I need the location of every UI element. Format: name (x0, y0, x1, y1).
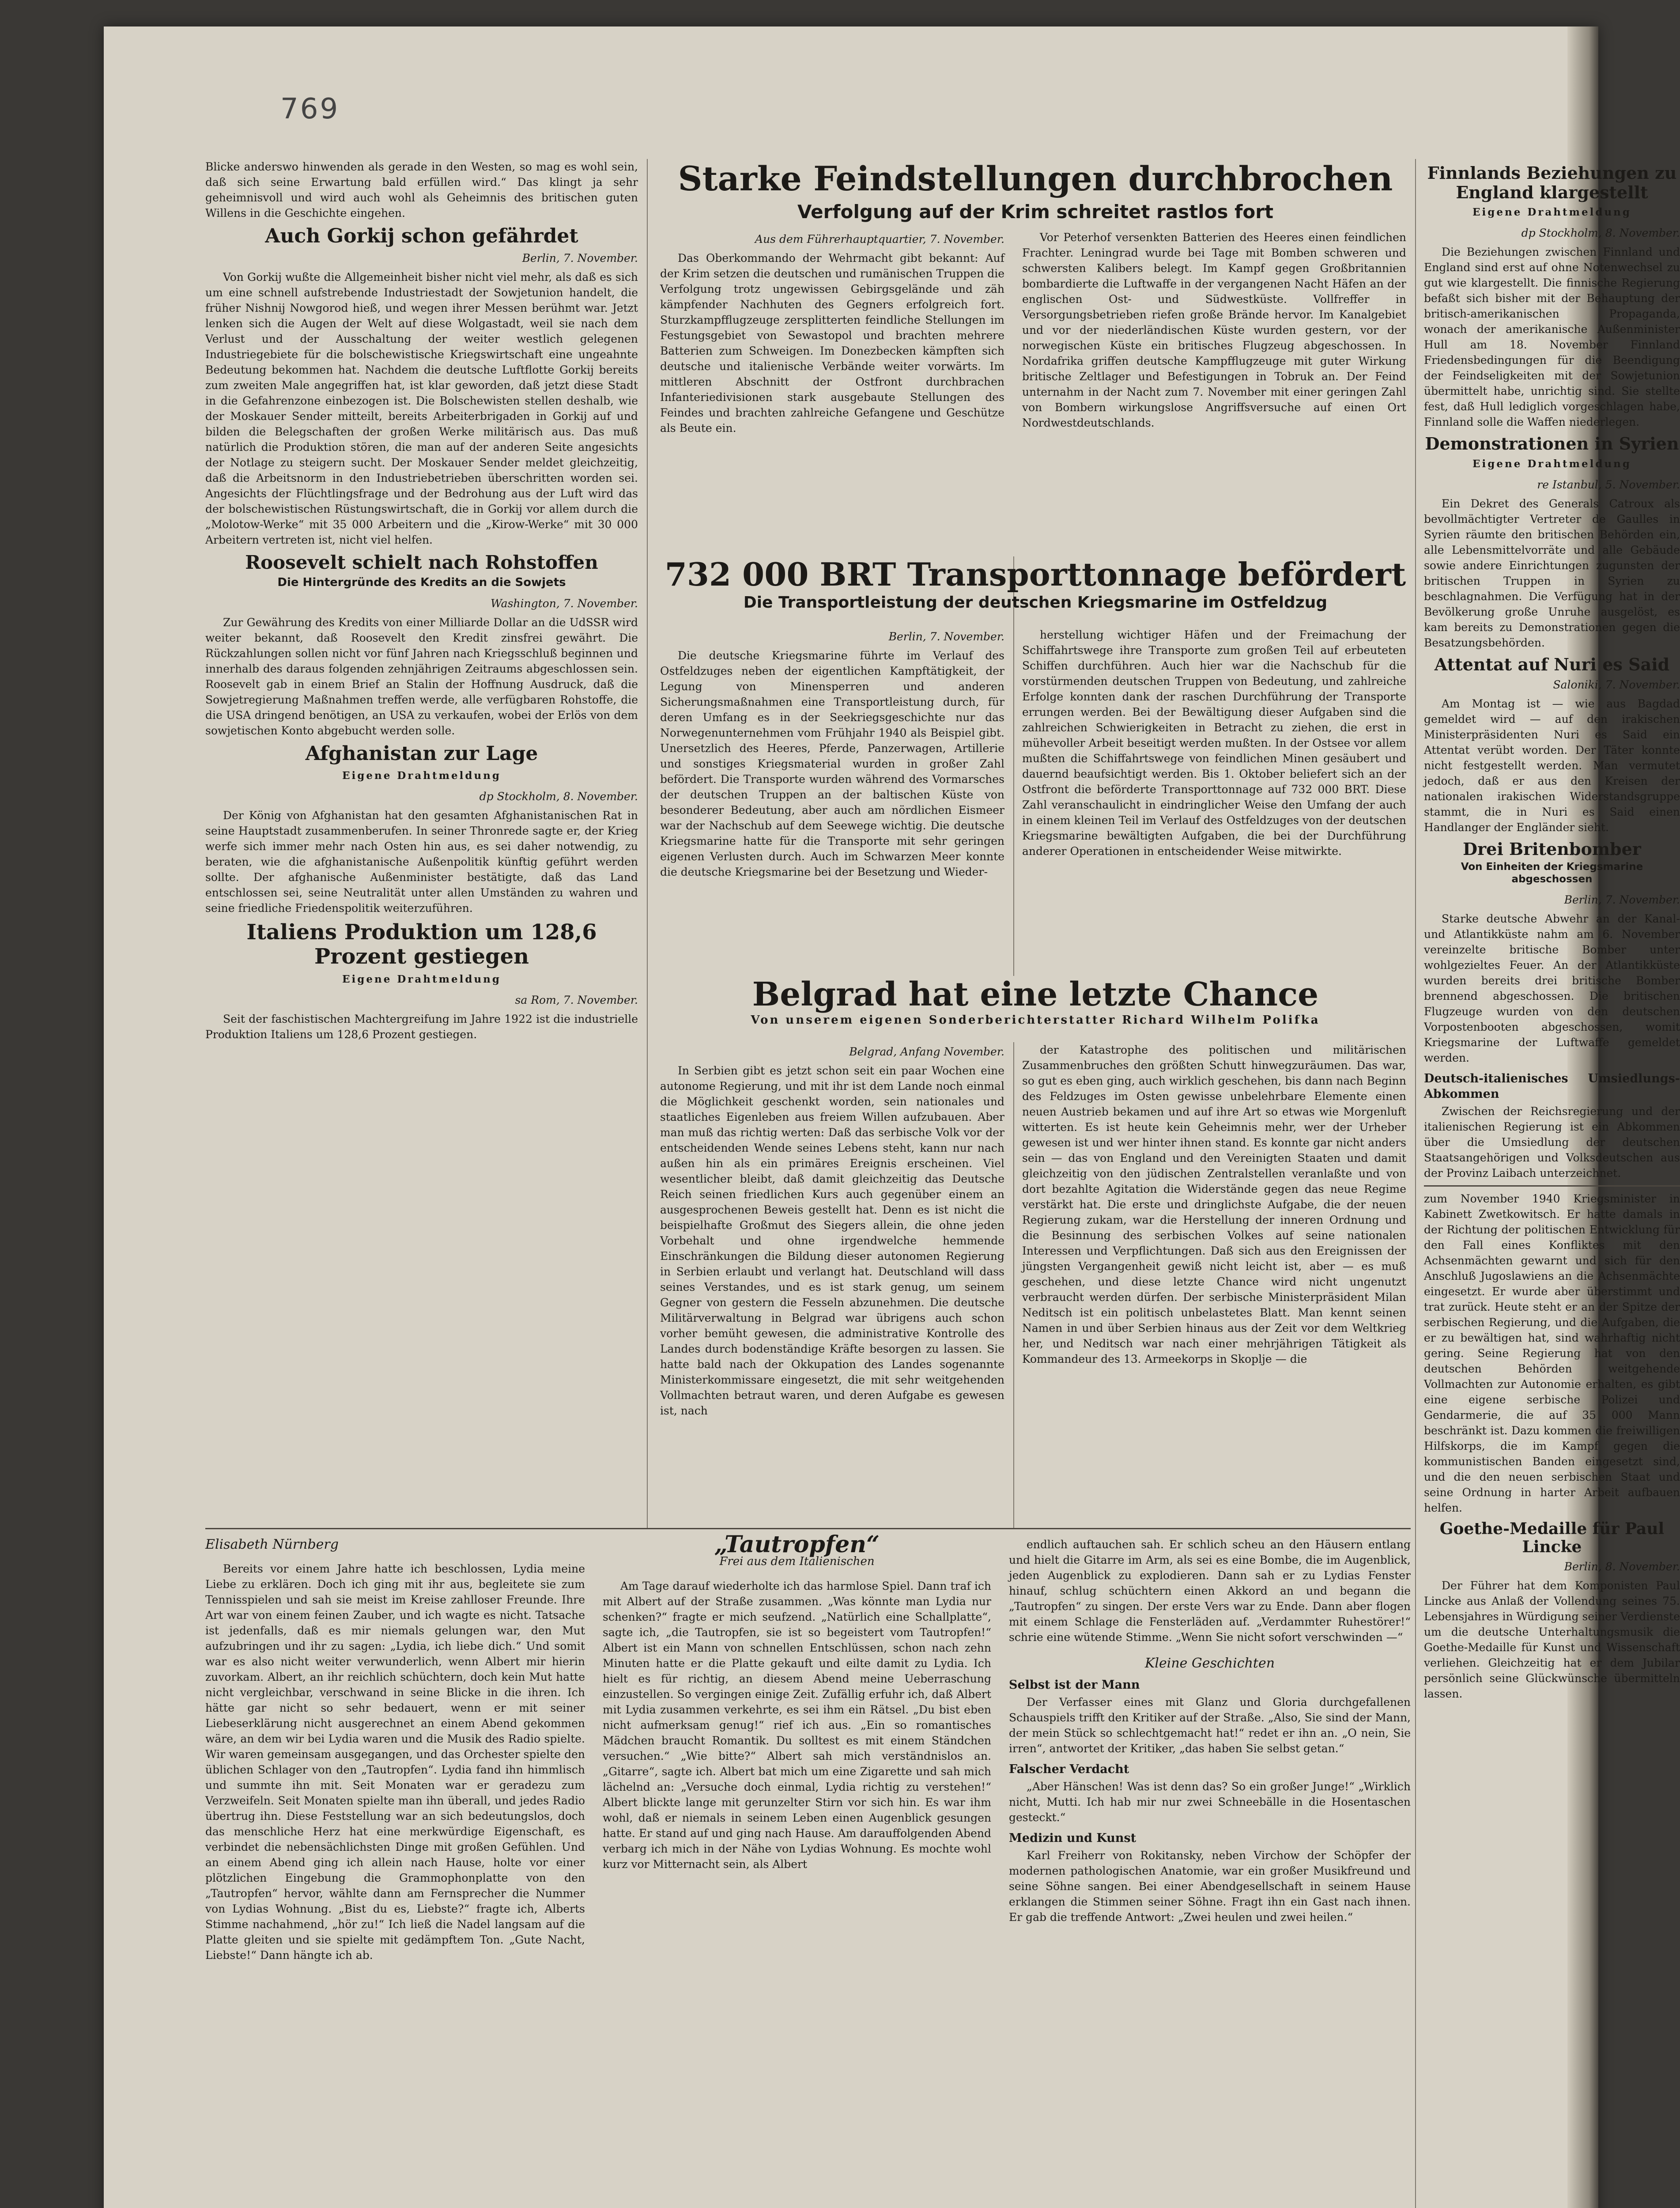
belgrad-column-left (660, 1042, 1004, 1524)
anecdote-title: Falscher Verdacht (1009, 1762, 1129, 1776)
article-title: 732 000 BRT Transporttonnage befördert (664, 556, 1406, 593)
dateline: Berlin, 8. November. (1564, 1560, 1680, 1573)
section-title: Kleine Geschichten (1144, 1656, 1275, 1671)
article-title: Drei Britenbomber (1463, 839, 1641, 859)
feuilleton-column-2 (603, 1531, 991, 2208)
anecdote-title: Medizin und Kunst (1009, 1831, 1136, 1845)
lead-article (660, 159, 1411, 230)
article-body: In Serbien gibt es jetzt schon seit ein paar Wochen eine autonome Regierung, und mit ihr ist dem Lande noch einmal die Möglichkeit geschenkt worden, sein nationales und staatliches Eigenleben aus freiem Willen aufzubauen. Aber man muß das richtig werten: Daß das serbische Volk vor der entscheidenden Wende seines Lebens steht, kann nur nach außen hin als ein primäres Ereignis erscheinen. Viel wesentlicher bleibt, daß damit gleichzeitig das Deutsche Reich seinen friedlichen Kurs auch gegenüber einem an ausgesprochenen Beweis gestellt hat. Denn es ist nicht die beispielhafte Großmut des Siegers allein, die ohne jeden Vorbehalt und ohne irgendwelche hemmende Einschränkungen die Bildung dieser autonomen Regierung in Serbien erlaubt und verlangt hat. Deutschland will dass seines Verstandes, und es ist stark genug, um seinem Gegner von gestern die Fesseln abzunehmen. Die deutsche Militärverwaltung in Belgrad war übrigens auch schon vorher bemüht gewesen, die administrative Kontrolle des Landes durch bodenständige Kräfte besorgen zu lassen. Sie hatte bald nach der Okkupation des Landes sogenannte Ministerkommissare eingesetzt, die mit sehr weitgehenden Vollmachten betraut waren, und deren Aufgabe es gewesen ist, nach (660, 1064, 1004, 1417)
article-body: herstellung wichtiger Häfen und der Freimachung der Schiffahrtswege ihre Transporte zum großen Teil auf erbeuteten Schiffen durchführen. Auch hier war die Nachschub für die vorstürmenden deutschen Truppen von Bedeutung, und zahlreiche Erfolge konnten dank der raschen Durchführung der Transporte errungen werden. Bei der Bewältigung dieser Aufgaben sind die zahlreichen Schwierigkeiten in Betracht zu ziehen, die erst in mühevoller Arbeit beseitigt werden mußten. In der Ostsee vor allem mußten die Schiffahrtswege von feindlichen Minen gesäubert und dauernd beaufsichtigt werden. Bis 1. Oktober beliefert sich an der Ostfront die beförderte Transporttonnage auf 732 000 BRT. Diese Zahl veranschaulicht in eindringlicher Weise den Umfang der auch in einem kleinen Teil im Verlauf des Ostfeldzuges von der deutschen Kriegsmarine bewältigten Aufgaben, die bei der Durchführung anderer Operationen in entscheidender Weise mitwirkte. (1022, 628, 1406, 858)
feuilleton-column-1 (205, 1537, 585, 2208)
article-body: Zur Gewährung des Kredits von einer Milliarde Dollar an die UdSSR wird weiter bekannt, daß Roosevelt den Kredit zinsfrei gewährt. Die Rückzahlungen sollen nicht vor fünf Jahren nach Kriegsschluß beginnen und innerhalb des daraus folgenden zehnjährigen Zeitraums abgeschlossen sein. Roosevelt gab in einem Brief an Stalin der Hoffnung Ausdruck, daß die Sowjetregierung Maßnahmen treffen werde, alle verfügbaren Rohstoffe, die die USA dringend benötigen, an USA zu verkaufen, wobei der Erlös von dem sowjetischen Konto abgebucht werden solle. (205, 616, 638, 737)
page-number: 769 (280, 93, 340, 125)
article-subtitle: Eigene Drahtmeldung (342, 769, 501, 782)
article-body: Seit der faschistischen Machtergreifung im Jahre 1922 ist die industrielle Produktion Italiens um 128,6 Prozent gestiegen. (205, 1013, 638, 1041)
column-divider (1013, 556, 1014, 976)
article-body: Von Gorkij wußte die Allgemeinheit bisher nicht viel mehr, als daß es sich um eine schnell aufstrebende Industriestadt der Sowjetunion handelt, die früher Nishnij Nowgorod hieß, und wegen ihrer Messen berühmt war. Jetzt lenken sich die Augen der Welt auf diese Wolgastadt, weil sie nach dem Verlust und der Ausschaltung der weiter westlich gelegenen Industriegebiete für die bolschewistische Kriegswirtschaft eine ungeahnte Bedeutung bekommen hat. Nachdem die deutsche Luftflotte Gorkij bereits zum zweiten Male angegriffen hat, ist klar geworden, daß jetzt diese Stadt in die Gefahrenzone einbezogen ist. Die Bolschewisten stellen deshalb, wie der Moskauer Sender mitteilt, bereits Arbeiterbrigaden in Gorkij auf und bilden die Belegschaften der großen Werke militärisch aus. Das muß natürlich die Produktion stören, die man auf der anderen Seite angesichts der Notlage zu steigern sucht. Der Moskauer Sender meldet gleichzeitig, daß die Arbeitsnorm in den Industriebetrieben überschritten worden sei. Angesichts der Flüchtlingsfrage und der Bedrohung aus der Luft wird das der bolschewistischen Rüstungswirtschaft, die in Gorkij vor allem durch die „Molotow-Werke“ mit 35 000 Arbeitern und die „Kirow-Werke“ mit 30 000 Arbeitern vertreten ist, nicht viel helfen. (205, 270, 638, 546)
article-title: Italiens Produktion um 128,6 Prozent gestiegen (246, 919, 597, 969)
article-subtitle: Von Einheiten der Kriegsmarine abgeschossen (1461, 861, 1643, 885)
newspaper-page (104, 26, 1680, 2208)
transport-column-right (1022, 627, 1406, 963)
author-name: Elisabeth Nürnberg (205, 1537, 339, 1552)
article-body: Die Beziehungen zwischen Finnland und England sind erst auf ohne Notenwechsel zu gut wie klargestellt. Die finnische Regierung befaßt sich bisher mit der Behauptung der britisch-amerikanischen Propaganda, wonach der amerikanische Außenminister Hull am 18. November Finnland Friedensbedingungen für die Beendigung der Feindseligkeiten mit der Sowjetunion übermittelt habe, unrichtig sind. Sie stellte fest, daß Hull lediglich vorgeschlagen habe, Finnland solle die Waffen niederlegen. (1424, 246, 1680, 429)
dateline: Washington, 7. November. (491, 597, 638, 610)
section-rule (1424, 1185, 1680, 1187)
belgrad-column-right (1022, 1042, 1406, 1524)
column-divider (647, 159, 648, 1528)
article-subtitle: Eigene Drahtmeldung (1472, 206, 1631, 219)
article-subtitle: Eigene Drahtmeldung (1472, 458, 1631, 470)
anecdote-title: Selbst ist der Mann (1009, 1678, 1140, 1692)
article-body: der Katastrophe des politischen und militärischen Zusammenbruches den größten Schutt hinwegzuräumen. Das war, so gut es eben ging, auch wirklich geschehen, bis dann nach Beginn des Feldzuges im Osten gewisse unbelehrbare Elemente einen neuen Austrieb bekamen und auf ihre Art so etwas wie Morgenluft witterten. Es ist heute kein Geheimnis mehr, wer der Urheber gewesen ist und wer hinter ihnen stand. Es konnte gar nicht anders sein — das von England und den Vereinigten Staaten und damit gleichzeitig von den jüdischen Zentralstellen veranlaßte und von dort bezahlte Agitation die Widerstände gegen das neue Regime verstärkt hat. Die erste und dringlichste Aufgabe, die der neuen Regierung zukam, war die Herstellung der inneren Ordnung und die Besinnung des serbischen Volkes auf seine nationalen Interessen und Verpflichtungen. Daß sich aus den Ereignissen der jüngsten Vergangenheit gewiß nicht leicht ist, aber — es muß geschehen, und diese letzte Chance wird nicht ungenutzt verbraucht werden dürfen. Der serbische Ministerpräsident Milan Neditsch ist ein politisch unbelastetes Blatt. Man kennt seinen Namen in und über Serbien hinaus aus der Zeit vor dem Weltkrieg her, und Neditsch war nach einer mehrjährigen Tätigkeit als Kommandeur des 13. Armeekorps in Skoplje — die (1022, 1044, 1406, 1365)
article-title: Goethe-Medaille für Paul Lincke (1439, 1519, 1665, 1557)
article-subtitle: Eigene Drahtmeldung (342, 973, 501, 986)
dateline: sa Rom, 7. November. (515, 994, 638, 1007)
article-body: Der Führer hat dem Komponisten Paul Lincke aus Anlaß der Vollendung seines 75. Lebensjahres in Würdigung seiner Verdienste um die deutsche Unterhaltungsmusik die Goethe-Medaille für Kunst und Wissenschaft verliehen. Gleichzeitig hat er dem Jubilar persönlich seine Glückwünsche übermitteln lassen. (1424, 1579, 1680, 1701)
story-text: endlich auftauchen sah. Er schlich scheu an den Häusern entlang und hielt die Gitarre im Arm, als sei es eine Bombe, die im Augenblick, jeden Augenblick zu explodieren. Dann sah er zu Lydias Fenster hinauf, schlug schüchtern einen Akkord an und begann die „Tautropfen“ zu singen. Der erste Vers war zu Ende. Dann aber flogen mit einem Schlage die Fensterläden auf. „Verdammter Ruhestörer!“ schrie eine wütende Stimme. „Wenn Sie nicht sofort verschwinden —“ (1009, 1538, 1411, 1644)
column-divider (1415, 159, 1416, 2208)
dateline: Belgrad, Anfang November. (849, 1045, 1004, 1058)
article-body: Das Oberkommando der Wehrmacht gibt bekannt: Auf der Krim setzen die deutschen und rumänischen Truppen die Verfolgung trotz ungewissen Gebirgsgelände und zäh kämpfender Nachhuten des Gegners erfolgreich fort. Sturzkampfflugzeuge zersplitterten feindliche Stellungen im Festungsgebiet von Sewastopol und brachten mehrere Batterien zum Schweigen. Im Donezbecken kämpften sich deutsche und italienische Verbände weiter vorwärts. Im mittleren Abschnitt der Ostfront durchbrachen Infanteriedivisionen stark ausgebaute Stellungen des Feindes und brachten zahlreiche Gefangene und Geschütze als Beute ein. (660, 252, 1004, 435)
column-divider (1013, 1042, 1014, 1528)
feuilleton-rule (205, 1528, 1411, 1529)
feuilleton-column-3 (1009, 1537, 1411, 2208)
lead-title: Starke Feindstellungen durchbrochen (678, 159, 1393, 198)
feuilleton-section (205, 1531, 1411, 2208)
article-title: Auch Gorkij schon gefährdet (265, 225, 578, 247)
dateline: Berlin, 7. November. (522, 251, 638, 265)
dateline: Saloniki, 7. November. (1553, 678, 1680, 691)
article-subtitle: Die Hintergründe des Kredits an die Sowjets (277, 575, 566, 589)
lead-column-right (1022, 230, 1406, 548)
article-body: zum November 1940 Kriegsminister in Kabinett Zwetkowitsch. Er hatte damals in der Richtung der politischen Entwicklung für den Fall eines Konfliktes mit den Achsenmächten gewarnt und sich für den Anschluß Jugoslawiens an die Achsenmächte eingesetzt. Er wurde aber überstimmt und trat zurück. Heute steht er an der Spitze der serbischen Regierung, und die Aufgaben, die er zu bewältigen hat, sind wahrhaftig nicht gering. Seine Regierung hat von den deutschen Behörden weitgehende Vollmachten zur Autonomie erhalten, es gibt eine eigene serbische Polizei und Gendarmerie, die auf 35 000 Mann beschränkt ist. Dazu kommen die freiwilligen Hilfskorps, die im Kampf gegen die kommunistischen Banden eingesetzt sind, und die den neuen serbischen Staat und seine Ordnung in harter Arbeit aufbauen helfen. (1424, 1192, 1680, 1514)
lead-column-left (660, 230, 1004, 548)
article-subtitle: Die Transportleistung der deutschen Kriegsmarine im Ostfeldzug (743, 593, 1328, 612)
column-right (1424, 159, 1680, 2208)
article-title: Roosevelt schielt nach Rohstoffen (245, 551, 598, 573)
anecdote-text: Karl Freiherr von Rokitansky, neben Virchow der Schöpfer der modernen pathologischen Anatomie, war ein großer Musikfreund und seine Söhne sangen. Bei einer Abendgesellschaft in seinem Hause erklangen die Stimmen seiner Söhne. Fragt ihn ein Gast nach ihnen. Er gab die treffende Antwort: „Zwei heulen und zwei heilen.“ (1009, 1849, 1411, 1924)
story-text: Bereits vor einem Jahre hatte ich beschlossen, Lydia meine Liebe zu erklären. Doch ich ging mit ihr aus, begleitete sie zum Tennisspielen und sah sie meist im Kreise zahlloser Freunde. Ihre Art war von einem feinen Zauber, und ich wagte es nicht. Tatsache ist jedenfalls, daß es mir niemals gelungen war, den Mut aufzubringen und ihr zu sagen: „Lydia, ich liebe dich.“ Und somit war es also nicht weiter verwunderlich, wenn Albert mir hierin zuvorkam. Albert, an ihr reichlich schüchtern, doch kein Mut hatte nicht vergleichbar, verschwand in seine Blicke in die ihren. Ich hätte gar nicht so sehr bedauert, wenn er mit seiner Liebeserklärung nicht ausgerechnet an einem Abend gekommen wäre, an dem wir bei Lydia waren und die Musik des Radio spielte. Wir waren gemeinsam ausgegangen, und das Orchester spielte den üblichen Schlager von den „Tautropfen“. Lydia fand ihn himmlisch und summte ihn mit. Seit Monaten war er geradezu zum Verzweifeln. Seit Monaten spielte man ihn überall, und jedes Radio übertrug ihn. Diese Feststellung war an sich bedeutungslos, doch das menschliche Herz hat eine merkwürdige Eigenschaft, es verbindet die nebensächlichsten Dinge mit großen Gefühlen. Und an einem Abend ging ich allein nach Hause, holte vor einer plötzlichen Eingebung die Grammophonplatte von den „Tautropfen“ hervor, wählte dann am Fernsprecher die Nummer von Lydias Wohnung. „Bist du es, Liebste?“ fragte ich, Alberts Stimme nachahmend, „hör zu!“ Ich ließ die Nadel langsam auf die Platte gleiten und sie spielte mit gedämpftem Ton. „Gute Nacht, Liebste!“ Dann hängte ich ab. (205, 1562, 585, 1962)
article-title: Finnlands Beziehungen zu England klargestellt (1427, 163, 1677, 202)
intro-text: Blicke anderswo hinwenden als gerade in den Westen, so mag es wohl sein, daß sich seine Erwartung bald erfüllen wird.“ Das klingt ja sehr geheimnisvoll und wird auch wohl als Geheimnis des britischen guten Willens in die Geschichte eingehen. (205, 160, 638, 219)
dateline: Berlin, 7. November. (888, 630, 1004, 643)
story-text: Am Tage darauf wiederholte ich das harmlose Spiel. Dann traf ich mit Albert auf der Straße zusammen. „Was könnte man Lydia nur schenken?“ fragte er mich seufzend. „Natürlich eine Schallplatte“, sagte ich, „die Tautropfen, sie ist so begeistert vom Tautropfen!“ Albert ist ein Mann von schnellen Entschlüssen, schon nach zehn Minuten hatte er die Platte gekauft und eilte damit zu Lydia. Ich hielt es für richtig, an diesem Abend meine Ueberraschung einzustellen. So vergingen einige Zeit. Zufällig erfuhr ich, daß Albert mit Lydia zusammen verkehrte, es sei ihm ein Rätsel. „Du bist eben nicht aufmerksam genug!“ rief ich aus. „Ein so romantisches Mädchen braucht Romantik. Du solltest es mit einem Ständchen versuchen.“ „Wie bitte?“ Albert sah mich verständnislos an. „Gitarre“, sagte ich. Albert bat mich um eine Zigarette und sah mich lächelnd an: „Versuche doch einmal, Lydia richtig zu verstehen!“ Albert blickte lange mit gerunzelter Stirn vor sich hin. Es war ihm wohl, daß er niemals in seinem Leben einen Augenblick gesungen hatte. Er stand auf und ging nach Hause. Am darauffolgenden Abend verbarg ich mich in der Nähe von Lydias Wohnung. Es mochte wohl kurz vor Mitternacht sein, als Albert (603, 1580, 991, 1871)
article-body: Am Montag ist — wie aus Bagdad gemeldet wird — auf den irakischen Ministerpräsidenten Nuri es Said ein Attentat verübt worden. Der Täter konnte nicht festgestellt werden. Man vermutet jedoch, daß er aus den Kreisen der nationalen irakischen Widerstandsgruppe stammt, die in Nuri es Said einen Handlanger der Engländer sieht. (1424, 697, 1680, 834)
article-title: Deutsch-italienisches Umsiedlungs-Abkommen (1424, 1071, 1680, 1101)
article-byline: Von unserem eigenen Sonderberichterstatter Richard Wilhelm Polifka (751, 1013, 1320, 1027)
article-title: Afghanistan zur Lage (305, 742, 538, 765)
column-left (205, 159, 638, 1493)
article-title: Belgrad hat eine letzte Chance (752, 975, 1319, 1013)
article-title: Attentat auf Nuri es Said (1434, 654, 1670, 675)
article-body: Die deutsche Kriegsmarine führte im Verlauf des Ostfeldzuges neben der eigentlichen Kampftätigkeit, der Legung von Minensperren und anderen Sicherungsmaßnahmen eine Transportleistung durch, für deren Umfang es in der Seekriegsgeschichte nur das Norwegenunternehmen vom Frühjahr 1940 als Beispiel gibt. Unersetzlich des Heeres, Pferde, Panzerwagen, Artillerie und sonstiges Kriegsmaterial wurden in großer Zahl befördert. Die Transporte wurden während des Vormarsches der deutschen Truppen an der baltischen Küste von besonderer Bedeutung, aber auch am nördlichen Eismeer war der Nachschub auf dem Seewege wichtig. Die deutsche Kriegsmarine hatte für die Transporte mit sehr geringen eigenen Verlusten durch. Auch im Schwarzen Meer konnte die deutsche Kriegsmarine bei der Besetzung und Wieder- (660, 649, 1004, 878)
transport-column-left (660, 627, 1004, 963)
story-subtitle: Frei aus dem Italienischen (719, 1555, 875, 1568)
dateline: dp Stockholm, 8. November. (479, 790, 638, 803)
article-body: Starke deutsche Abwehr an der Kanal- und Atlantikküste nahm am 6. November vereinzelte britische Bomber unter wohlgezieltes Feuer. An der Atlantikküste wurden bereits drei britische Bomber brennend abgeschossen. Die britischen Flugzeuge wurden von den deutschen Vorpostenbooten abgeschossen, womit Kriegsmarine der Luftwaffe gemeldet werden. (1424, 912, 1680, 1064)
transport-article-heading (660, 556, 1411, 618)
lead-subtitle: Verfolgung auf der Krim schreitet rastlos fort (797, 201, 1274, 223)
anecdote-text: „Aber Hänschen! Was ist denn das? So ein großer Junge!“ „Wirklich nicht, Mutti. Ich hab mir nur zwei Schneebälle in die Hosentaschen gesteckt.“ (1009, 1780, 1411, 1824)
article-title: Demonstrationen in Syrien (1425, 434, 1679, 454)
belgrad-article-heading (660, 976, 1411, 1032)
article-body: Der König von Afghanistan hat den gesamten Afghanistanischen Rat in seine Hauptstadt zusammenberufen. In seiner Thronrede sagte er, der Krieg werfe sich immer mehr nach Osten hin aus, es sei daher notwendig, zu beraten, wie die afghanistanische Außenpolitik künftig geführt werden sollte. Der afghanische Außenminister bestätigte, daß das Land entschlossen sei, seine Neutralität unter allen Umständen zu wahren und seine friedliche Friedenspolitik weiterzuführen. (205, 809, 638, 915)
anecdote-text: Der Verfasser eines mit Glanz und Gloria durchgefallenen Schauspiels trifft den Kritiker auf der Straße. „Also, Sie sind der Mann, der mein Stück so schlechtgemacht hat!“ redet er ihn an. „O nein, Sie irren“, antwortet der Kritiker, „das haben Sie selbst getan.“ (1009, 1696, 1411, 1755)
dateline: Aus dem Führerhauptquartier, 7. November. (755, 233, 1004, 246)
article-body: Ein Dekret des Generals Catroux als bevollmächtigter Vertreter de Gaulles in Syrien räumte den britischen Behörden ein, alle Lebensmittelvorräte und alle Gebäude sowie andere Einrichtungen zugunsten der britischen Truppen in Syrien zu beschlagnahmen. Die Verfügung hat in der Bevölkerung große Unruhe ausgelöst, es kam bereits zu Demonstrationen gegen die Besatzungsbehörden. (1424, 497, 1680, 650)
article-body: Zwischen der Reichsregierung und der italienischen Regierung ist ein Abkommen über die Umsiedlung der deutschen Staatsangehörigen und Volksdeutschen aus der Provinz Laibach unterzeichnet. (1424, 1104, 1680, 1180)
dateline: Berlin, 7. November. (1564, 893, 1680, 906)
story-title: „Tautropfen“ (714, 1531, 880, 1558)
dateline: dp Stockholm, 8. November. (1521, 227, 1680, 240)
article-body: Vor Peterhof versenkten Batterien des Heeres einen feindlichen Frachter. Leningrad wurde bei Tage mit Bomben schweren und schwersten Kalibers belegt. Im Kampf gegen Großbritannien bombardierte die Luftwaffe in der vergangenen Nacht Häfen an der englischen Ost- und Südwestküste. Vollfreffer in Versorgungsbetrieben riefen große Brände hervor. Im Kanalgebiet und vor der niederländischen Küste wurden gestern, vor der norwegischen Küste ein britisches Flugzeug abgeschossen. In Nordafrika griffen deutsche Kampfflugzeuge mit guter Wirkung britische Zeltlager und Befestigungen in Tobruk an. Der Feind unternahm in der Nacht zum 7. November mit einer geringen Zahl von Bombern wirkungslose Angriffsversuche auf einen Ort Nordwestdeutschlands. (1022, 231, 1406, 429)
dateline: re Istanbul, 5. November. (1537, 478, 1680, 492)
